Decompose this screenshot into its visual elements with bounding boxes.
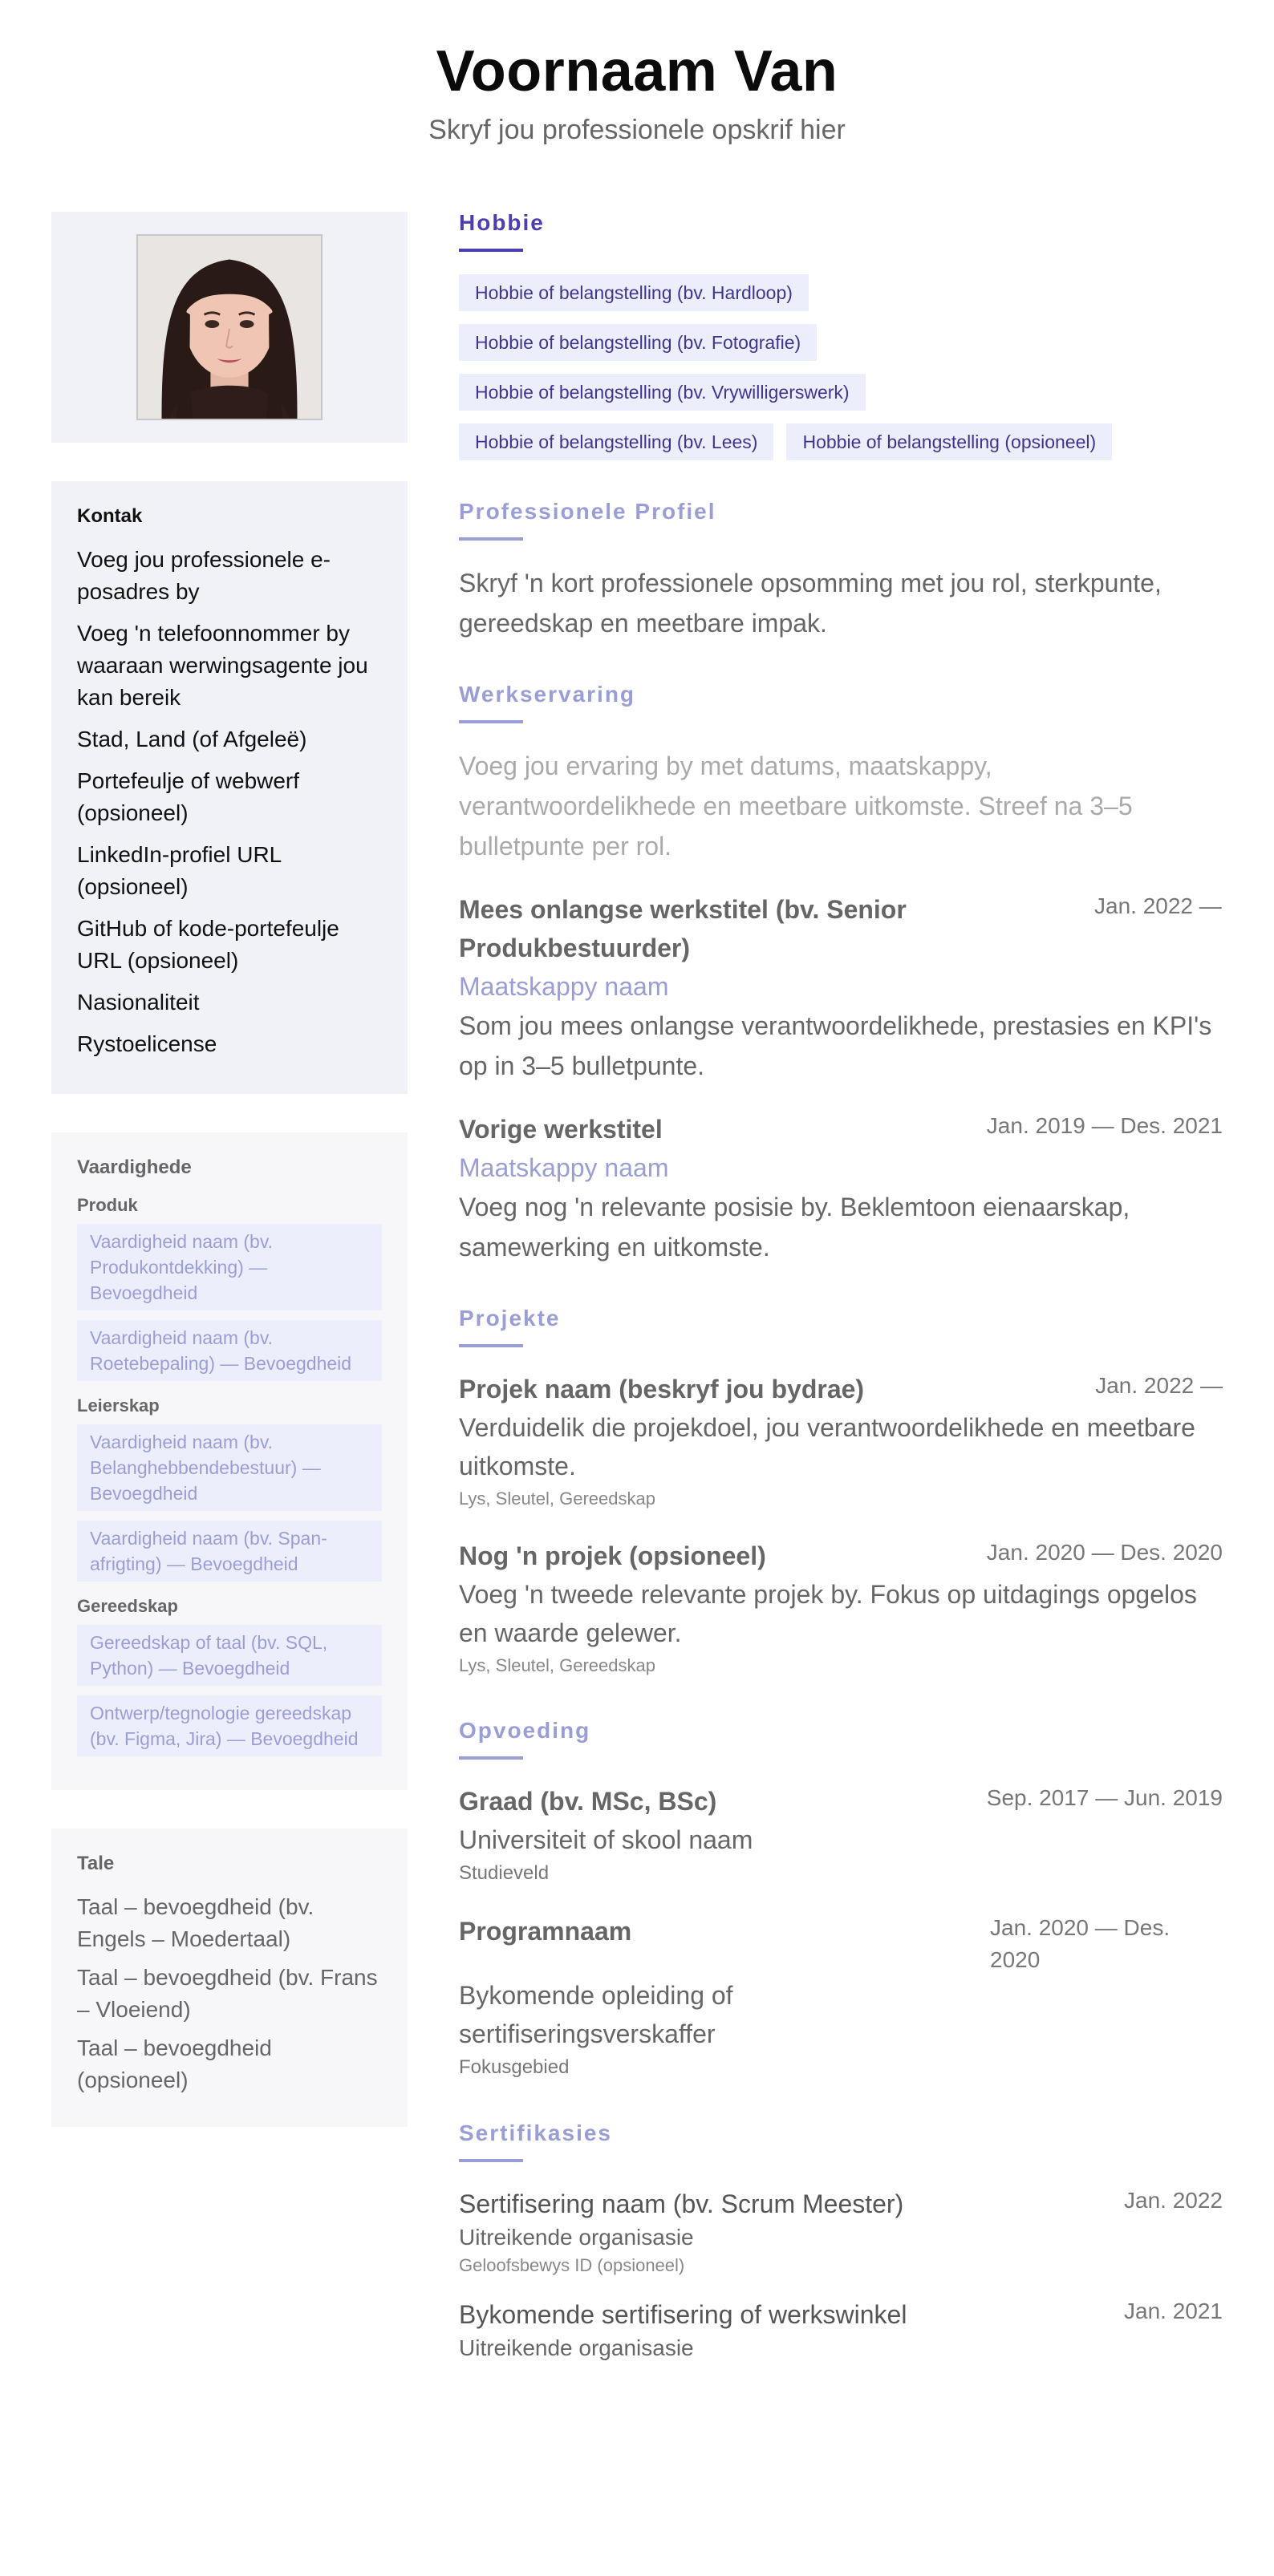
section-title: Hobbie: [459, 210, 545, 235]
skill-group-title: Gereedskap: [77, 1596, 178, 1616]
job-date: Jan. 2022 —: [1094, 893, 1222, 918]
job-date: Jan. 2019 — Des. 2021: [986, 1113, 1223, 1138]
section-title: Opvoeding: [459, 1718, 591, 1743]
company-name: Maatskappy naam: [459, 972, 669, 1001]
hobby-chips: [459, 423, 1223, 460]
project-title: Projek naam (beskryf jou bydrae): [459, 1375, 865, 1403]
project-tags: Lys, Sleutel, Gereedskap: [459, 1655, 655, 1675]
section-rule: [459, 1756, 523, 1760]
skill-tag: Gereedskap of taal (bv. SQL, Python) — Bevoegdheid: [77, 1625, 382, 1686]
education-entry: [459, 1782, 1223, 1888]
skill-tag: Vaardigheid naam (bv. Span-afrigting) — Bevoegdheid: [77, 1521, 382, 1582]
profile-section: [459, 499, 1223, 643]
language-item: Taal – bevoegdheid (bv. Engels – Moedertaal): [77, 1894, 314, 1951]
languages-title: Tale: [77, 1853, 115, 1874]
section-rule: [459, 1344, 523, 1347]
hobby-chip: Hobbie of belangstelling (bv. Vrywilligerswerk): [459, 374, 866, 411]
certification-title: Sertifisering naam (bv. Scrum Meester): [459, 2189, 904, 2218]
project-entry: [459, 1537, 1223, 1679]
skill-tag: Ontwerp/tegnologie gereedskap (bv. Figma, Jira) — Bevoegdheid: [77, 1695, 382, 1756]
project-date: Jan. 2020 — Des. 2020: [986, 1540, 1223, 1565]
contact-license: Rystoelicense: [77, 1031, 217, 1056]
sidebar: [51, 212, 408, 2165]
skill-tag: Vaardigheid naam (bv. Roetebepaling) — Bevoegdheid: [77, 1320, 382, 1381]
study-field: Fokusgebied: [459, 2056, 570, 2078]
contact-title: Kontak: [77, 505, 143, 527]
section-rule: [459, 2159, 523, 2162]
degree-title: Graad (bv. MSc, BSc): [459, 1787, 717, 1816]
section-rule: [459, 720, 523, 723]
skill-group-title: Produk: [77, 1195, 138, 1215]
job-description: Voeg nog 'n relevante posisie by. Beklemtoon eienaarskap, samewerking en uitkomste.: [459, 1193, 1130, 1262]
experience-entry: [459, 890, 1223, 1086]
section-title: Professionele Profiel: [459, 499, 716, 524]
hobbies-section: [459, 210, 1223, 460]
skill-tag: Vaardigheid naam (bv. Belanghebbendebestuur) — Bevoegdheid: [77, 1424, 382, 1511]
section-title: Sertifikasies: [459, 2120, 612, 2145]
certification-date: Jan. 2021: [1124, 2299, 1223, 2323]
skill-group-title: Leierskap: [77, 1395, 160, 1416]
languages-card: [51, 1829, 408, 2127]
contact-location: Stad, Land (of Afgeleë): [77, 727, 307, 751]
education-date: Sep. 2017 — Jun. 2019: [986, 1785, 1223, 1810]
experience-section: [459, 682, 1223, 1267]
contact-portfolio: Portefeulje of webwerf (opsioneel): [77, 768, 300, 825]
education-section: [459, 1718, 1223, 2082]
program-title: Programnaam: [459, 1917, 632, 1946]
section-title: Projekte: [459, 1306, 561, 1331]
education-date: Jan. 2020 — Des. 2020: [990, 1915, 1171, 1972]
job-description: Som jou mees onlangse verantwoordelikhede, prestasies en KPI's op in 3–5 bulletpunte.: [459, 1011, 1212, 1080]
contact-email: Voeg jou professionele e-posadres by: [77, 547, 331, 604]
certification-title: Bykomende sertifisering of werkswinkel: [459, 2300, 907, 2329]
school-name: Bykomende opleiding of sertifiseringsverskaffer: [459, 1981, 733, 2048]
profile-text: Skryf 'n kort professionele opsomming met jou rol, sterkpunte, gereedskap en meetbare impak.: [459, 569, 1162, 638]
skills-title: Vaardighede: [77, 1156, 192, 1178]
experience-intro: Voeg jou ervaring by met datums, maatskappy, verantwoordelikhede en meetbare uitkomste. Streef na 3–5 bulletpunte per rol.: [459, 751, 1133, 861]
contact-nationality: Nasionaliteit: [77, 990, 200, 1015]
job-title: Mees onlangse werkstitel (bv. Senior Produkbestuurder): [459, 895, 907, 962]
headline: Skryf jou professionele opskrif hier: [428, 115, 846, 146]
project-description: Verduidelik die projekdoel, jou verantwoordelikhede en meetbare uitkomste.: [459, 1413, 1195, 1480]
section-rule: [459, 537, 523, 541]
project-date: Jan. 2022 —: [1095, 1373, 1223, 1398]
certification-entry: [459, 2295, 1223, 2363]
experience-entry: [459, 1110, 1223, 1267]
hobby-chip: Hobbie of belangstelling (bv. Hardloop): [459, 274, 809, 311]
contact-card: [51, 481, 408, 1094]
skill-tag: Vaardigheid naam (bv. Produkontdekking) — Bevoegdheid: [77, 1224, 382, 1310]
full-name: Voornaam Van: [436, 39, 838, 103]
project-title: Nog 'n projek (opsioneel): [459, 1541, 766, 1570]
project-entry: [459, 1370, 1223, 1513]
photo-card: [51, 212, 408, 443]
issuing-org: Uitreikende organisasie: [459, 2225, 694, 2250]
project-description: Voeg 'n tweede relevante projek by. Fokus op uitdagings opgelos en waarde gelewer.: [459, 1580, 1197, 1647]
education-entry: [459, 1912, 1223, 2082]
contact-github: GitHub of kode-portefeulje URL (opsioneel): [77, 916, 339, 973]
profile-photo: [136, 234, 323, 420]
contact-phone: Voeg 'n telefoonnommer by waaraan werwingsagente jou kan bereik: [77, 621, 368, 710]
skills-card: [51, 1132, 408, 1790]
contact-linkedin: LinkedIn-profiel URL (opsioneel): [77, 842, 282, 899]
issuing-org: Uitreikende organisasie: [459, 2335, 694, 2360]
hobby-chip: Hobbie of belangstelling (bv. Lees): [459, 423, 773, 460]
certification-date: Jan. 2022: [1124, 2188, 1223, 2213]
resume-header: [0, 40, 1274, 146]
certifications-section: [459, 2120, 1223, 2363]
language-item: Taal – bevoegdheid (bv. Frans – Vloeiend): [77, 1965, 378, 2022]
hobby-chips: [459, 374, 1223, 411]
company-name: Maatskappy naam: [459, 1153, 669, 1182]
hobby-chip: Hobbie of belangstelling (opsioneel): [786, 423, 1112, 460]
hobby-chips: [459, 274, 1223, 311]
study-field: Studieveld: [459, 1862, 550, 1884]
section-rule: [459, 249, 523, 252]
portrait-image: [138, 236, 321, 419]
certification-entry: [459, 2185, 1223, 2279]
main-content: [459, 210, 1223, 2401]
school-name: Universiteit of skool naam: [459, 1825, 753, 1854]
language-item: Taal – bevoegdheid (opsioneel): [77, 2035, 272, 2092]
job-title: Vorige werkstitel: [459, 1115, 663, 1144]
hobby-chips: [459, 324, 1223, 361]
credential-id: Geloofsbewys ID (opsioneel): [459, 2255, 685, 2275]
section-title: Werkservaring: [459, 682, 636, 707]
hobby-chip: Hobbie of belangstelling (bv. Fotografie): [459, 324, 817, 361]
project-tags: Lys, Sleutel, Gereedskap: [459, 1488, 655, 1509]
projects-section: [459, 1306, 1223, 1679]
